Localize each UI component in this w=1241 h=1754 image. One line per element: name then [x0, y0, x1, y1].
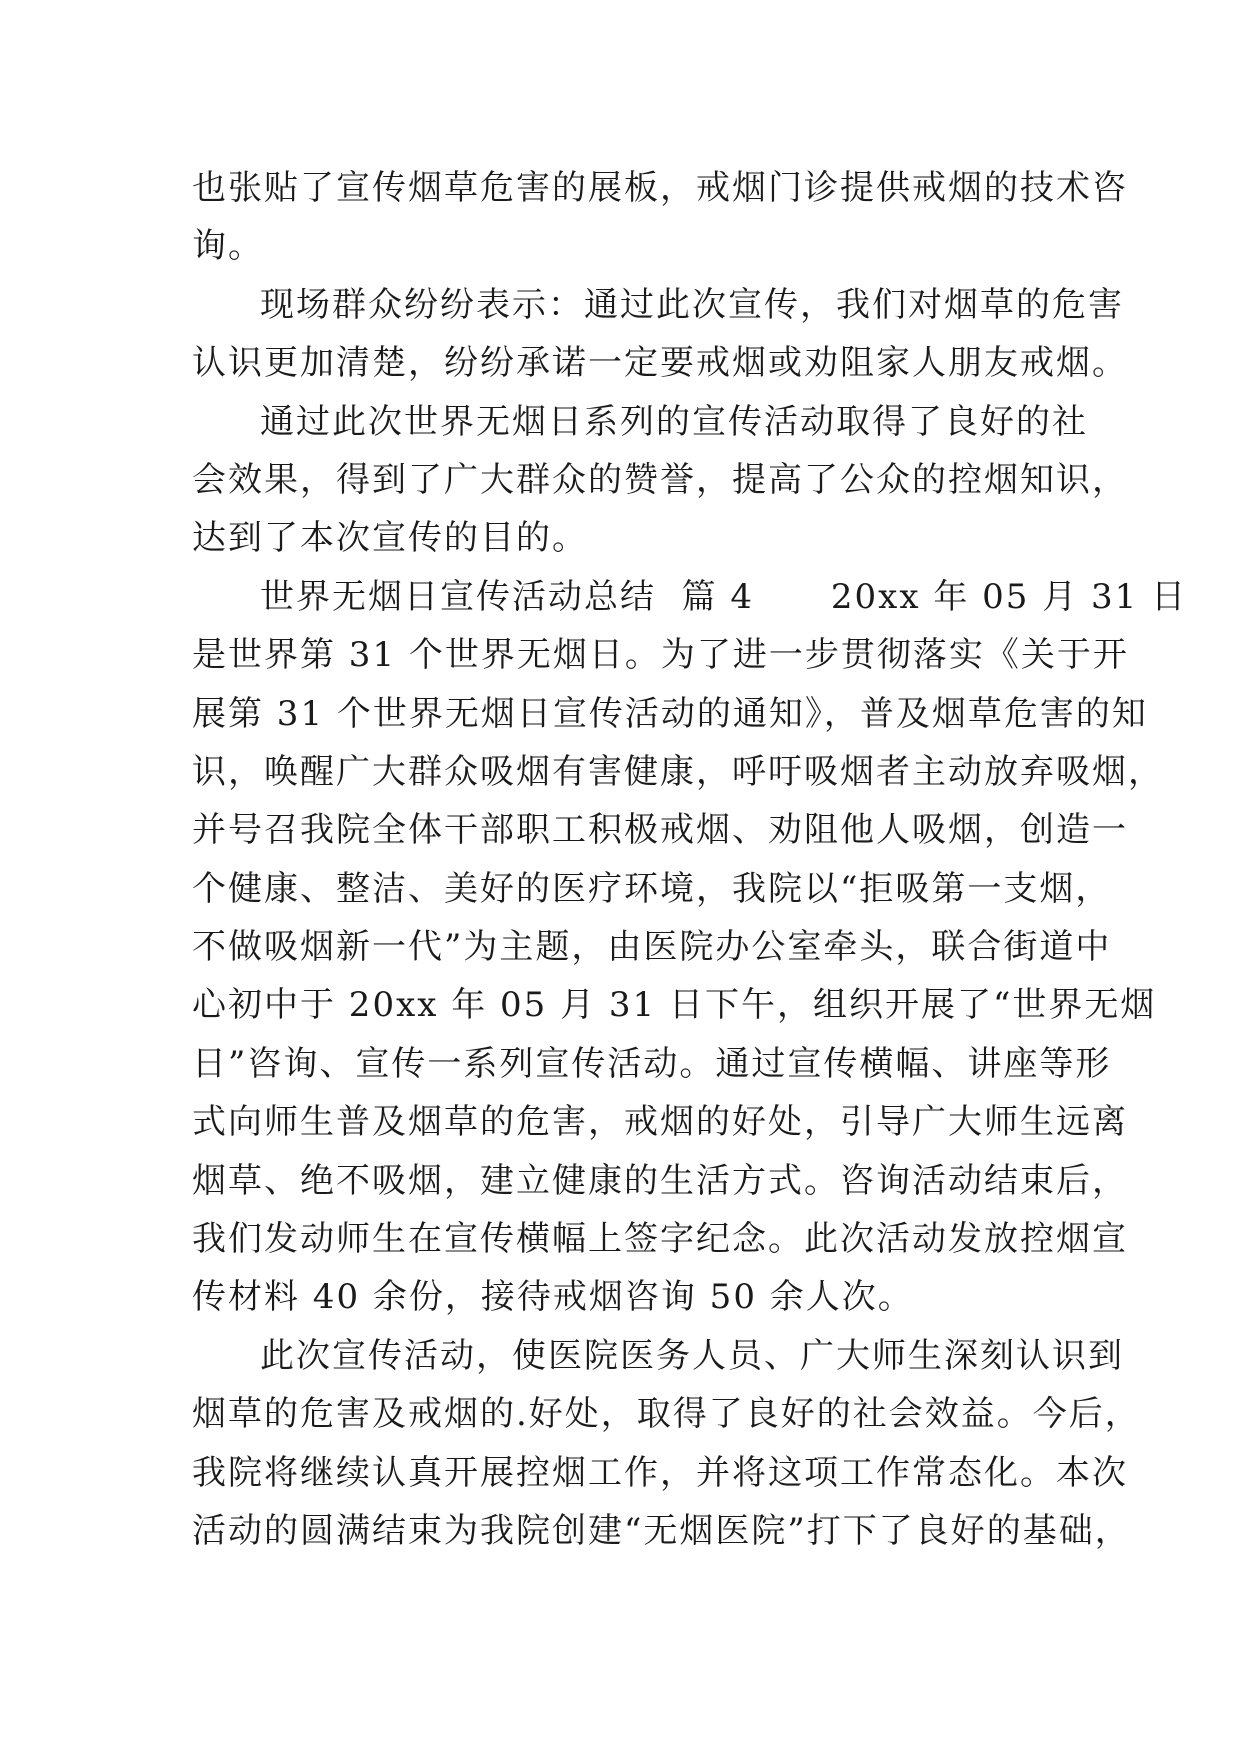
document-body [192, 159, 1188, 1560]
text-line: 会效果，得到了广大群众的赞誉，提高了公众的控烟知识， [192, 459, 1128, 500]
paragraph-start-line: 此次宣传活动，使医院医务人员、广大师生深刻认识到 [260, 1335, 1124, 1376]
text-line: 展第 31 个世界无烟日宣传活动的通知》，普及烟草危害的知 [192, 693, 1148, 734]
text-line: 达到了本次宣传的目的。 [192, 518, 588, 559]
text-line: 烟草的危害及戒烟的.好处，取得了良好的社会效益。今后， [192, 1394, 1141, 1435]
text-line: 并号召我院全体干部职工积极戒烟、劝阻他人吸烟，创造一 [192, 810, 1128, 851]
text-line: 烟草、绝不吸烟，建立健康的生活方式。咨询活动结束后， [192, 1160, 1128, 1201]
text-line: 是世界第 31 个世界无烟日。为了进一步贯彻落实《关于开 [192, 635, 1129, 676]
text-line: 也张贴了宣传烟草危害的展板，戒烟门诊提供戒烟的技术咨 [192, 168, 1128, 208]
text-line: 我们发动师生在宣传横幅上签字纪念。此次活动发放控烟宣 [192, 1219, 1128, 1260]
text-line: 识，唤醒广大群众吸烟有害健康，呼吁吸烟者主动放弃吸烟， [192, 751, 1164, 792]
text-line: 不做吸烟新一代”为主题，由医院办公室牵头，联合街道中 [192, 927, 1112, 968]
text-line: 传材料 40 余份，接待戒烟咨询 50 余人次。 [192, 1277, 914, 1318]
text-line: 个健康、整洁、美好的医疗环境，我院以“拒吸第一支烟， [192, 868, 1112, 909]
text-line: 询。 [192, 226, 264, 267]
text-line: 式向师生普及烟草的危害，戒烟的好处，引导广大师生远离 [192, 1102, 1128, 1143]
paragraph-start-line: 通过此次世界无烟日系列的宣传活动取得了良好的社 [260, 401, 1088, 442]
text-line: 活动的圆满结束为我院创建“无烟医院”打下了良好的基础， [192, 1510, 1131, 1551]
section-heading-line: 世界无烟日宣传活动总结 篇 4 20xx 年 05 月 31 日 [260, 576, 1188, 617]
text-line: 我院将继续认真开展控烟工作，并将这项工作常态化。本次 [192, 1452, 1128, 1493]
text-line: 心初中于 20xx 年 05 月 31 日下午，组织开展了“世界无烟 [192, 985, 1157, 1026]
text-line: 认识更加清楚，纷纷承诺一定要戒烟或劝阻家人朋友戒烟。 [192, 343, 1128, 384]
paragraph-start-line: 现场群众纷纷表示：通过此次宣传，我们对烟草的危害 [260, 284, 1124, 325]
text-line: 日”咨询、宣传一系列宣传活动。通过宣传横幅、讲座等形 [192, 1043, 1112, 1084]
